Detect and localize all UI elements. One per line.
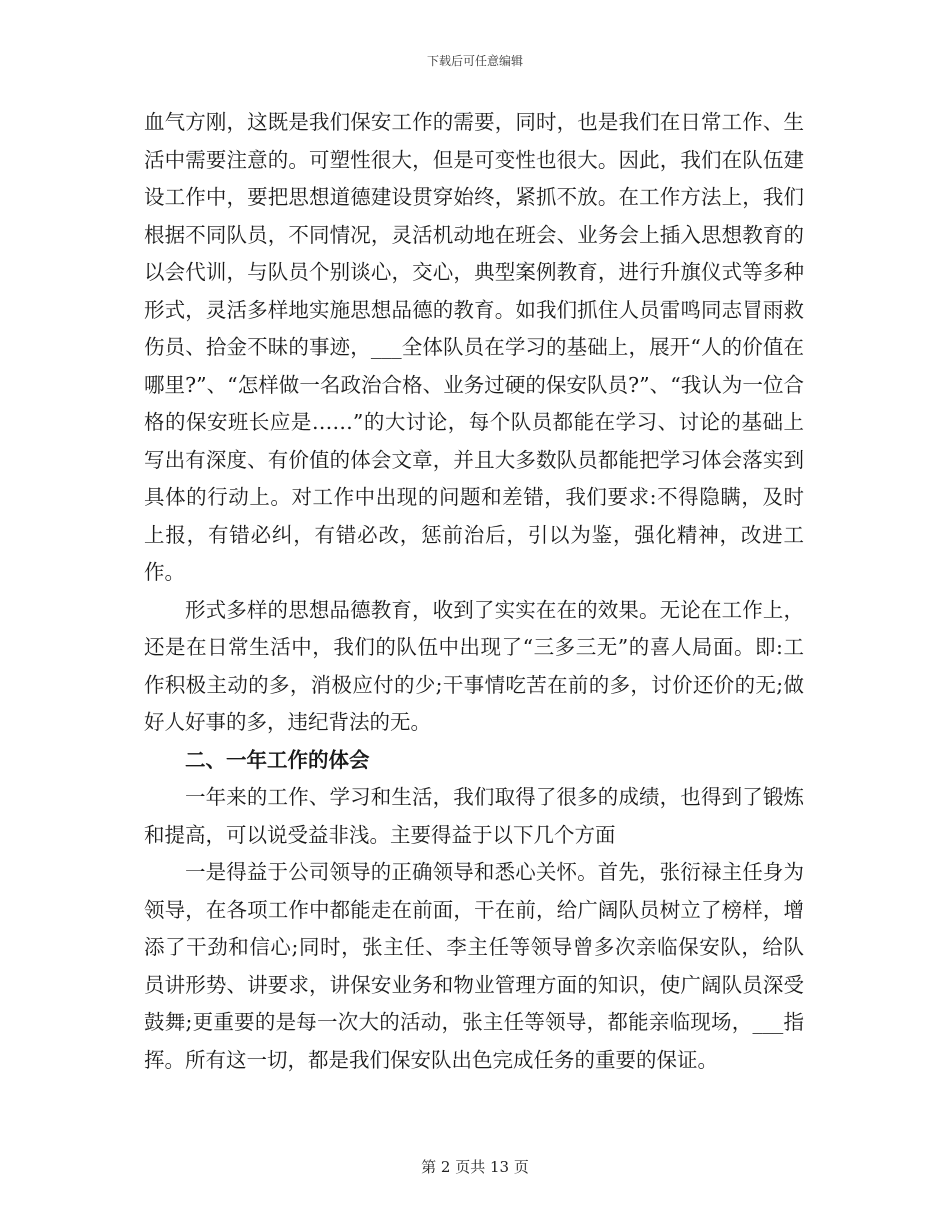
- page-header: 下载后可任意编辑: [426, 54, 523, 68]
- body-text: [144, 104, 804, 1079]
- paragraph: 形式多样的思想品德教育，收到了实实在在的效果。无论在工作上，还是在日常生活中，我们的队伍中出现了“三多三无”的喜人局面。即:工作积极主动的多，消极应付的少;干事情吃苦在前的多，讨价还价的无;做好人好事的多，违纪背法的无。: [144, 597, 804, 734]
- paragraph-continuation: 血气方刚，这既是我们保安工作的需要，同时，也是我们在日常工作、生活中需要注意的。可塑性很大，但是可变性也很大。因此，我们在队伍建设工作中，要把思想道德建设贯穿始终，紧抓不放。在工作方法上，我们根据不同队员，不同情况，灵活机动地在班会、业务会上插入思想教育的以会代训，与队员个别谈心，交心，典型案例教育，进行升旗仪式等多种形式，灵活多样地实施思想品德的教育。如我们抓住人员雷鸣同志冒雨救伤员、拾金不昧的事迹，___全体队员在学习的基础上，展开“人的价值在哪里?”、“怎样做一名政治合格、业务过硬的保安队员?”、“我认为一位合格的保安班长应是……”的大讨论，每个队员都能在学习、讨论的基础上写出有深度、有价值的体会文章，并且大多数队员都能把学习体会落实到具体的行动上。对工作中出现的问题和差错，我们要求:不得隐瞒，及时上报，有错必纠，有错必改，惩前治后，引以为鉴，强化精神，改进工作。: [144, 110, 804, 584]
- section-heading: 二、一年工作的体会: [185, 747, 370, 772]
- paragraph: 一是得益于公司领导的正确领导和悉心关怀。首先，张衍禄主任身为领导，在各项工作中都能走在前面，干在前，给广阔队员树立了榜样，增添了干劲和信心;同时，张主任、李主任等领导曾多次亲临保安队，给队员讲形势、讲要求，讲保安业务和物业管理方面的知识，使广阔队员深受鼓舞;更重要的是每一次大的活动，张主任等领导，都能亲临现场，___指挥。所有这一切，都是我们保安队出色完成任务的重要的保证。: [144, 860, 804, 1072]
- paragraph: 一年来的工作、学习和生活，我们取得了很多的成绩，也得到了锻炼和提高，可以说受益非浅。主要得益于以下几个方面: [144, 785, 804, 847]
- page-number: 第 2 页共 13 页: [421, 1158, 529, 1176]
